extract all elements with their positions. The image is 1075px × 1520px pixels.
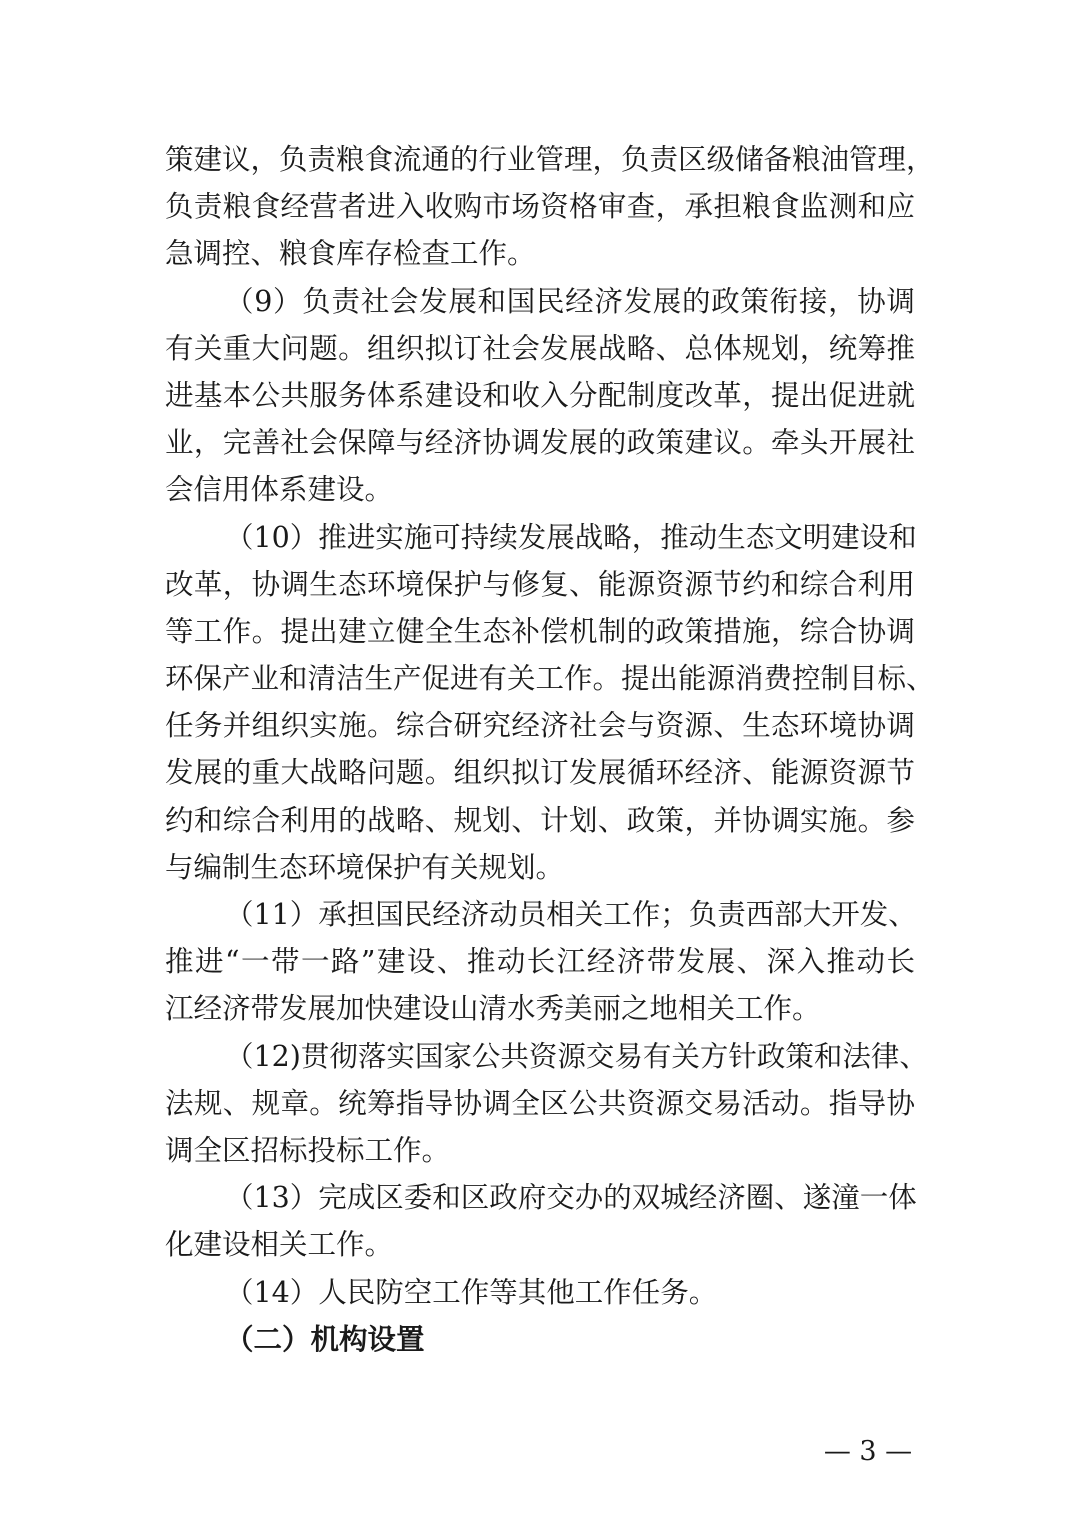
text-line: （12)贯彻落实国家公共资源交易有关方针政策和法律、 <box>225 1039 928 1073</box>
text-line: 进基本公共服务体系建设和收入分配制度改革，提出促进就 <box>165 378 915 412</box>
text-line: 化建设相关工作。 <box>165 1228 394 1262</box>
text-line: 策建议，负责粮食流通的行业管理，负责区级储备粮油管理， <box>165 143 935 176</box>
text-line: 会信用体系建设。 <box>165 473 394 507</box>
text-line: （9）负责社会发展和国民经济发展的政策衔接，协调 <box>225 284 915 318</box>
text-line: 任务并组织实施。综合研究经济社会与资源、生态环境协调 <box>165 709 915 743</box>
text-line: 等工作。提出建立健全生态补偿机制的政策措施，综合协调 <box>165 614 915 648</box>
text-line: 业，完善社会保障与经济协调发展的政策建议。牵头开展社 <box>165 426 915 460</box>
text-line: 急调控、粮食库存检查工作。 <box>165 237 536 271</box>
text-line: （13）完成区委和区政府交办的双城经济圈、遂潼一体 <box>225 1181 917 1215</box>
text-line: 推进“一带一路”建设、推动长江经济带发展、深入推动长 <box>165 945 915 979</box>
text-line: 约和综合利用的战略、规划、计划、政策，并协调实施。参 <box>165 803 915 837</box>
text-line: （14）人民防空工作等其他工作任务。 <box>225 1275 718 1309</box>
text-line: 调全区招标投标工作。 <box>165 1133 451 1167</box>
text-line: 改革，协调生态环境保护与修复、能源资源节约和综合利用 <box>165 567 915 601</box>
body-text <box>165 136 935 1363</box>
text-line: 环保产业和清洁生产促进有关工作。提出能源消费控制目标、 <box>165 662 935 696</box>
text-line: 江经济带发展加快建设山清水秀美丽之地相关工作。 <box>165 992 821 1026</box>
section-heading: （二）机构设置 <box>225 1321 425 1356</box>
text-line: 与编制生态环境保护有关规划。 <box>165 850 565 884</box>
text-line: 有关重大问题。组织拟订社会发展战略、总体规划，统筹推 <box>165 331 915 365</box>
text-line: 负责粮食经营者进入收购市场资格审查，承担粮食监测和应 <box>165 190 915 224</box>
text-line: 发展的重大战略问题。组织拟订发展循环经济、能源资源节 <box>165 756 915 790</box>
text-line: 法规、规章。统筹指导协调全区公共资源交易活动。指导协 <box>165 1086 915 1120</box>
text-line: （11）承担国民经济动员相关工作；负责西部大开发、 <box>225 898 917 931</box>
text-line: （10）推进实施可持续发展战略，推动生态文明建设和 <box>225 520 917 554</box>
page-number: — 3 — <box>823 1436 913 1467</box>
